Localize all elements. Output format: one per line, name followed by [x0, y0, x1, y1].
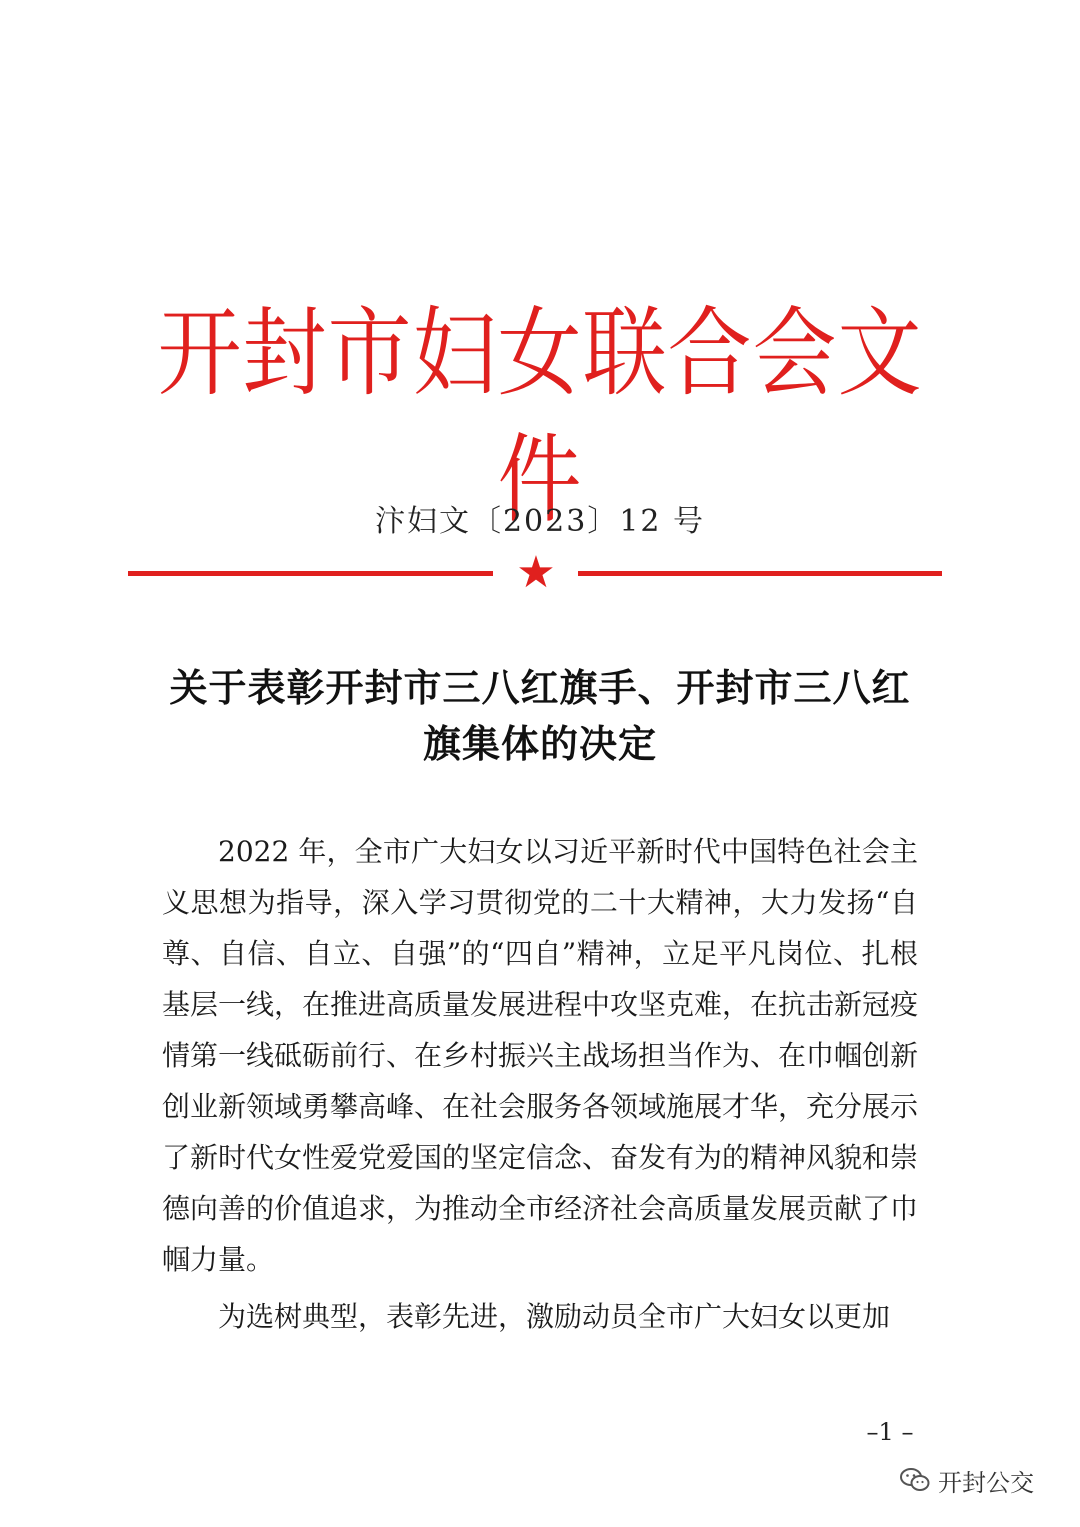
masthead-title: 开封市妇女联合会文件 — [157, 296, 923, 537]
document-title — [150, 660, 930, 772]
divider-rule-left — [128, 571, 493, 576]
divider-rule-right — [578, 571, 942, 576]
title-line: 旗集体的决定 — [422, 721, 657, 766]
body-paragraph: 2022 年，全市广大妇女以习近平新时代中国特色社会主义思想为指导，深入学习贯彻党的二十大精神，大力发扬“自尊、自信、自立、自强”的“四自”精神，立足平凡岗位、扎根基层一线，在推进高质量发展进程中攻坚克难，在抗击新冠疫情第一线砥砺前行、在乡村振兴主战场担当作为、在巾帼创新创业新领域勇攀高峰、在社会服务各领域施展才华，充分展示了新时代女性爱党爱国的坚定信念、奋发有为的精神风貌和崇德向善的价值追求，为推动全市经济社会高质量发展贡献了巾帼力量。 — [162, 835, 919, 1276]
page-number: –1 – — [866, 1418, 914, 1446]
watermark-label: 开封公交 — [938, 1468, 1034, 1497]
star-icon: ★ — [516, 547, 556, 598]
red-divider — [128, 547, 942, 598]
document-number: 汴妇文〔2023〕12 号 — [374, 504, 706, 539]
source-watermark — [900, 1460, 1034, 1500]
wechat-icon — [900, 1467, 930, 1493]
document-body — [162, 826, 918, 1342]
title-line: 关于表彰开封市三八红旗手、开封市三八红 — [169, 665, 911, 710]
body-paragraph: 为选树典型，表彰先进，激励动员全市广大妇女以更加 — [218, 1300, 891, 1333]
